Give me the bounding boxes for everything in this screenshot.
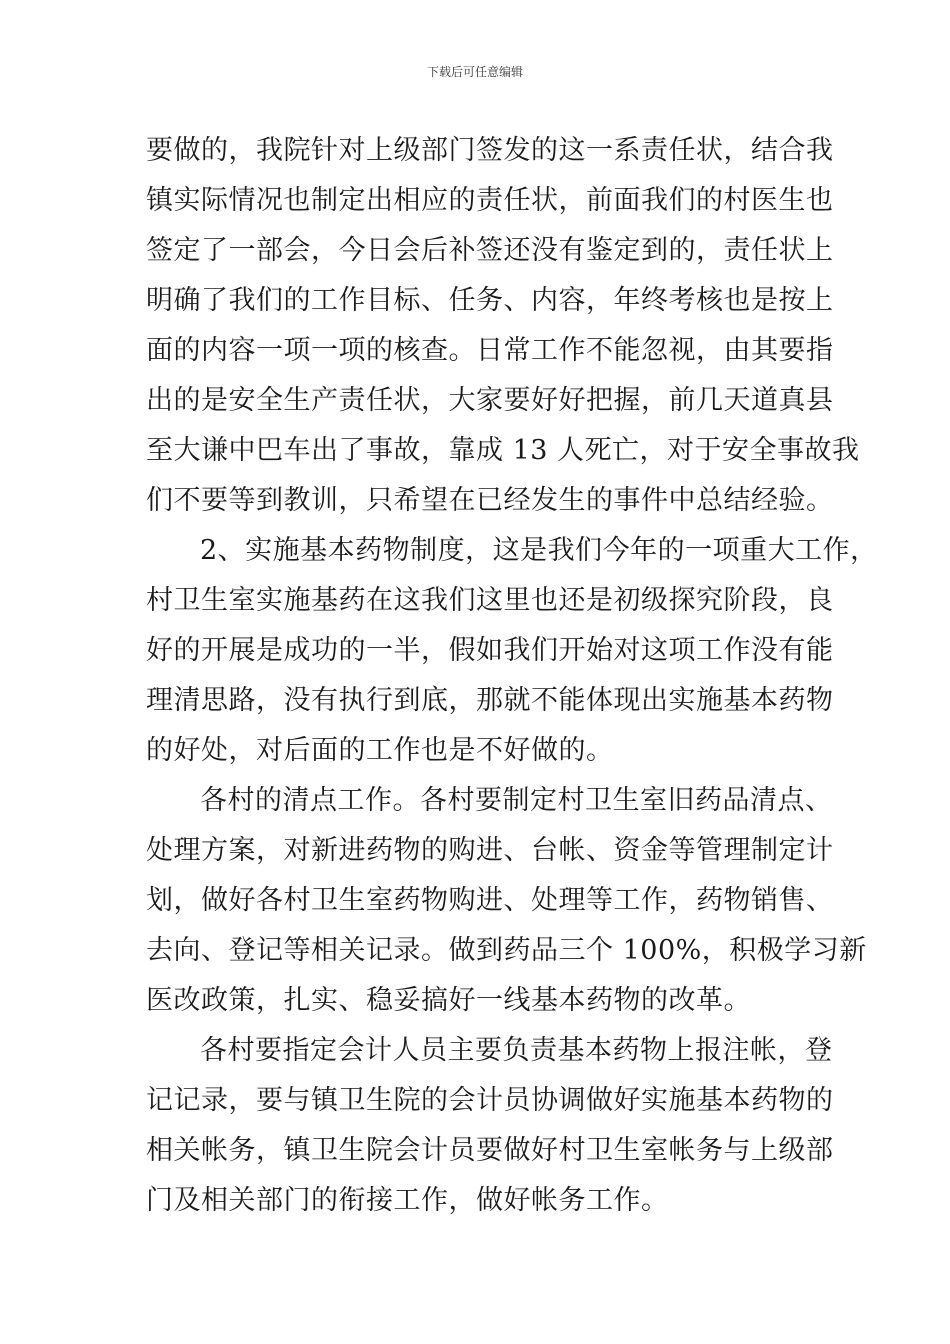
text-line: 明确了我们的工作目标、任务、内容，年终考核也是按上: [146, 285, 834, 316]
document-body: [146, 126, 878, 1226]
paragraph-3: [146, 776, 867, 1026]
text-line: 签定了一部会，今日会后补签还没有鉴定到的，责任状上: [146, 235, 834, 266]
text-line: 记记录，要与镇卫生院的会计员协调做好实施基本药物的: [146, 1085, 834, 1116]
text-line: 处理方案，对新进药物的购进、台帐、资金等管理制定计: [146, 835, 834, 866]
text-line: 面的内容一项一项的核查。日常工作不能忽视，由其要指: [146, 335, 834, 366]
text-line: 的好处，对后面的工作也是不好做的。: [146, 735, 614, 766]
text-line: 镇实际情况也制定出相应的责任状，前面我们的村医生也: [146, 185, 834, 216]
text-line: 去向、登记等相关记录。做到药品三个 100%，积极学习新: [146, 935, 867, 966]
text-line: 至大谦中巴车出了事故，靠成 13 人死亡，对于安全事故我: [146, 435, 860, 466]
text-line: 各村的清点工作。各村要制定村卫生室旧药品清点、: [200, 785, 833, 816]
page-header: 下载后可任意编辑: [426, 65, 523, 79]
text-line: 门及相关部门的衔接工作，做好帐务工作。: [146, 1185, 669, 1216]
text-line: 出的是安全生产责任状，大家要好好把握，前几天道真县: [146, 385, 834, 416]
paragraph-1: [146, 126, 860, 526]
text-line: 医改政策，扎实、稳妥搞好一线基本药物的改革。: [146, 985, 751, 1016]
text-line: 们不要等到教训，只希望在已经发生的事件中总结经验。: [146, 485, 834, 516]
text-line: 划，做好各村卫生室药物购进、处理等工作，药物销售、: [146, 885, 834, 916]
paragraph-2: [146, 526, 878, 776]
paragraph-4: [146, 1026, 834, 1226]
text-line: 理清思路，没有执行到底，那就不能体现出实施基本药物: [146, 685, 834, 716]
text-line: 相关帐务，镇卫生院会计员要做好村卫生室帐务与上级部: [146, 1135, 834, 1166]
text-line: 要做的，我院针对上级部门签发的这一系责任状，结合我: [146, 135, 834, 166]
text-line: 2、实施基本药物制度，这是我们今年的一项重大工作，: [200, 535, 878, 566]
text-line: 村卫生室实施基药在这我们这里也还是初级探究阶段，良: [146, 585, 834, 616]
text-line: 各村要指定会计人员主要负责基本药物上报注帐，登: [200, 1035, 833, 1066]
text-line: 好的开展是成功的一半，假如我们开始对这项工作没有能: [146, 635, 834, 666]
